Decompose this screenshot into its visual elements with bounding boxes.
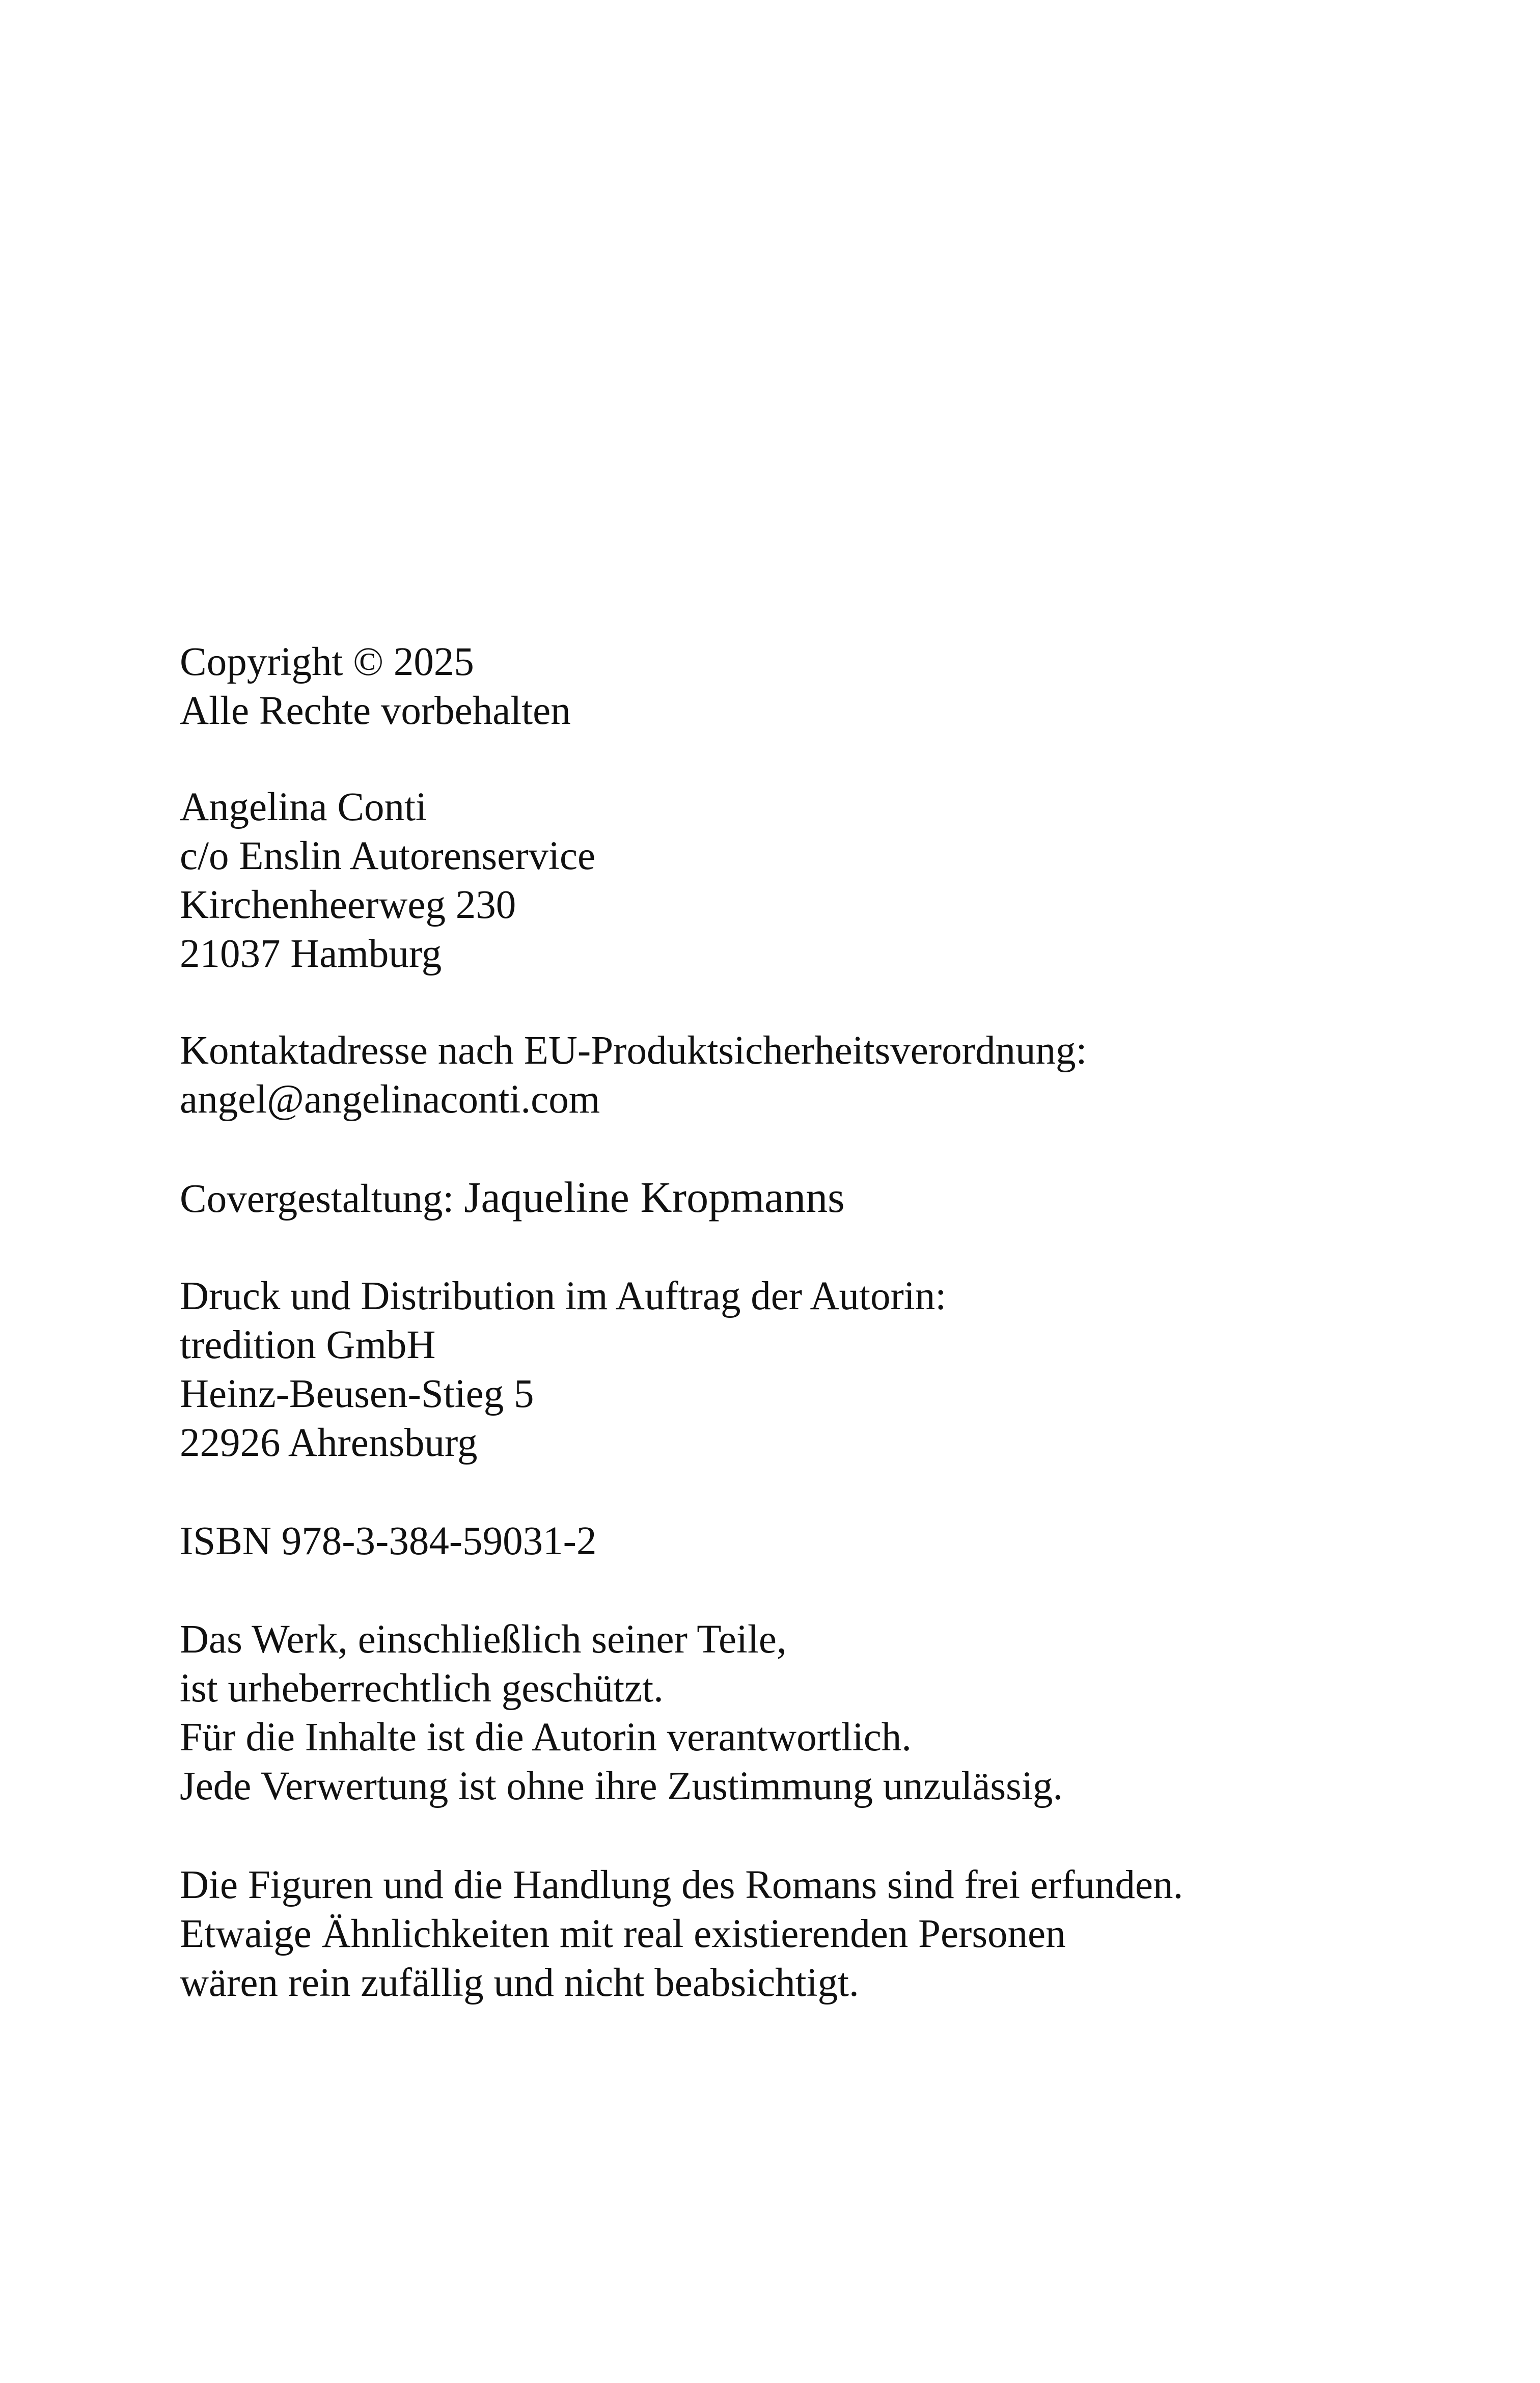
printer-city: 22926 Ahrensburg	[180, 1421, 478, 1465]
printer-company: tredition GmbH	[180, 1323, 436, 1367]
rights-notice-line: Für die Inhalte ist die Autorin verantwortlich.	[180, 1715, 912, 1759]
contact-block	[180, 1026, 1402, 1124]
author-address-block	[180, 783, 1402, 979]
author-care-of: c/o Enslin Autorenservice	[180, 834, 596, 878]
fiction-notice-line: wären rein zufällig und nicht beabsichtigt.	[180, 1961, 859, 2005]
printer-street: Heinz-Beusen-Stieg 5	[180, 1372, 534, 1416]
cover-credit-label: Covergestaltung:	[180, 1177, 454, 1221]
contact-email: angel@angelinaconti.com	[180, 1077, 600, 1122]
cover-credit-block	[180, 1173, 1402, 1224]
author-city: 21037 Hamburg	[180, 932, 442, 976]
rights-notice-line: Jede Verwertung ist ohne ihre Zustimmung unzulässig.	[180, 1764, 1063, 1808]
contact-label: Kontaktadresse nach EU-Produktsicherheitsverordnung:	[180, 1028, 1087, 1073]
rights-notice-line: ist urheberrechtlich geschützt.	[180, 1666, 664, 1711]
printing-block	[180, 1272, 1402, 1468]
author-name: Angelina Conti	[180, 785, 427, 829]
fiction-disclaimer-block	[180, 1861, 1402, 2008]
rights-notice-line: Das Werk, einschließlich seiner Teile,	[180, 1617, 787, 1662]
copyright-block	[180, 638, 1402, 736]
rights-notice-block	[180, 1615, 1402, 1811]
fiction-notice-line: Die Figuren und die Handlung des Romans sind frei erfunden.	[180, 1863, 1184, 1907]
isbn-line: ISBN 978-3-384-59031-2	[180, 1519, 597, 1563]
rights-reserved-line: Alle Rechte vorbehalten	[180, 689, 571, 733]
isbn-block	[180, 1517, 1402, 1566]
cover-credit-line	[180, 1173, 1402, 1224]
copyright-line: Copyright © 2025	[180, 640, 474, 684]
printing-label: Druck und Distribution im Auftrag der Autorin:	[180, 1274, 947, 1318]
fiction-notice-line: Etwaige Ähnlichkeiten mit real existierenden Personen	[180, 1912, 1066, 1956]
author-street: Kirchenheerweg 230	[180, 883, 516, 927]
cover-designer-name: Jaqueline Kropmanns	[464, 1173, 845, 1222]
